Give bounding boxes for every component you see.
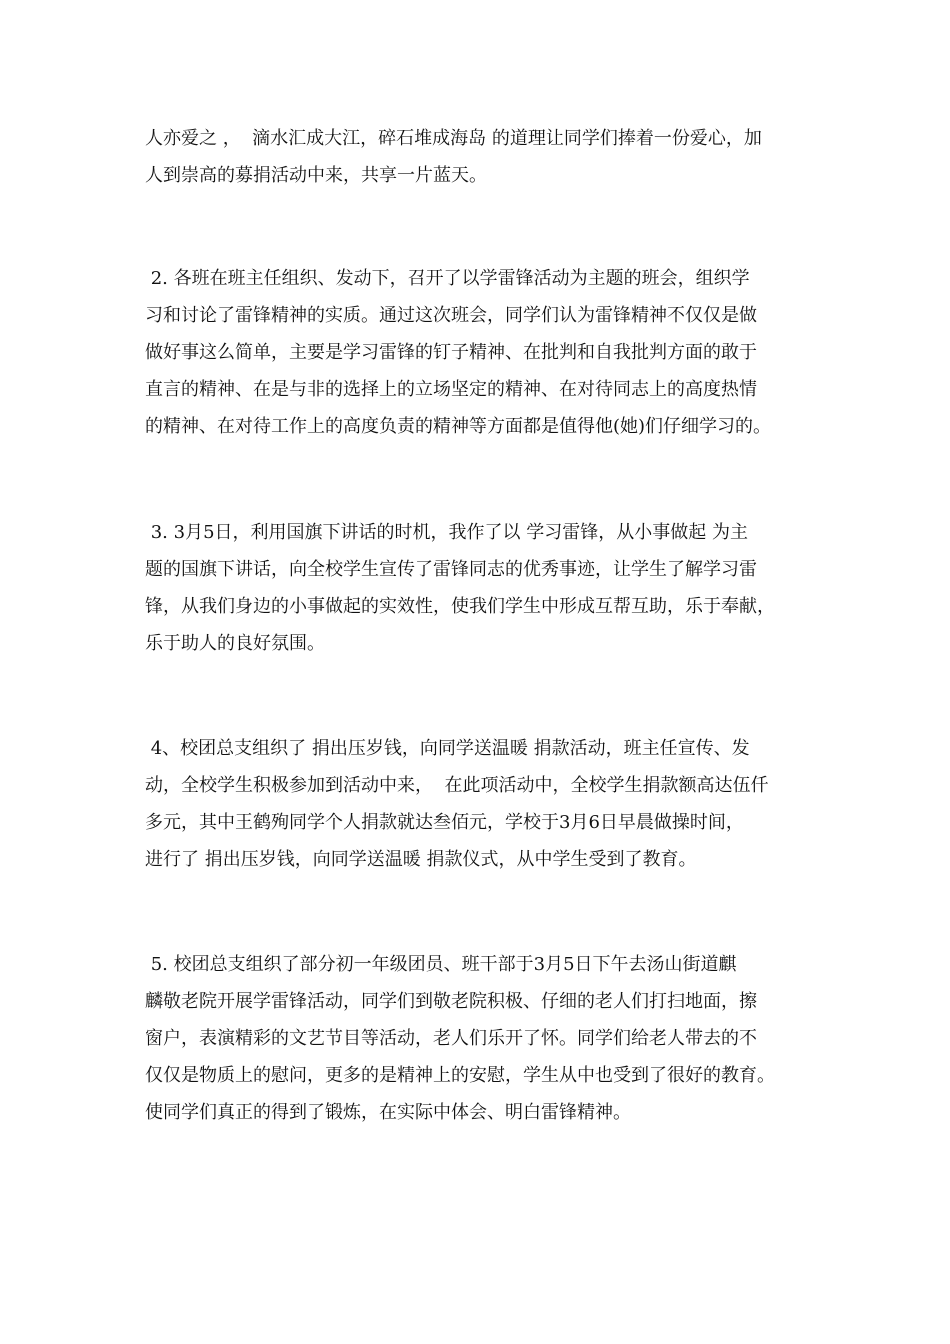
paragraph-line: 4、校团总支组织了 捐出压岁钱，向同学送温暖 捐款活动，班主任宣传、发 [145, 738, 750, 759]
paragraph-line: 仅仅是物质上的慰问，更多的是精神上的安慰，学生从中也受到了很好的教育。 [145, 1065, 775, 1086]
paragraph-line: 2. 各班在班主任组织、发动下，召开了以学雷锋活动为主题的班会，组织学 [145, 268, 750, 289]
paragraph-item-5-nursing-home [145, 946, 810, 1131]
paragraph-item-2-class-meeting [145, 260, 810, 445]
paragraph-line: 动，全校学生积极参加到活动中来， 在此项活动中，全校学生捐款额高达伍仟 [145, 775, 769, 796]
paragraph-line: 使同学们真正的得到了锻炼，在实际中体会、明白雷锋精神。 [145, 1102, 631, 1123]
paragraph-line: 麟敬老院开展学雷锋活动，同学们到敬老院积极、仔细的老人们打扫地面，擦 [145, 991, 757, 1012]
paragraph-fundraising-conclusion [145, 120, 810, 194]
paragraph-line: 题的国旗下讲话，向全校学生宣传了雷锋同志的优秀事迹，让学生了解学习雷 [145, 559, 757, 580]
paragraph-line: 3. 3月5日，利用国旗下讲话的时机，我作了以 学习雷锋，从小事做起 为主 [145, 522, 748, 543]
paragraph-line: 窗户，表演精彩的文艺节目等活动，老人们乐开了怀。同学们给老人带去的不 [145, 1028, 757, 1049]
paragraph-line: 锋，从我们身边的小事做起的实效性，使我们学生中形成互帮互助，乐于奉献， [145, 596, 775, 617]
paragraph-line: 习和讨论了雷锋精神的实质。通过这次班会，同学们认为雷锋精神不仅仅是做 [145, 305, 757, 326]
paragraph-item-4-donation [145, 730, 810, 878]
paragraph-line: 的精神、在对待工作上的高度负责的精神等方面都是值得他(她)们仔细学习的。 [145, 416, 772, 437]
paragraph-line: 人亦爱之 ， 滴水汇成大江，碎石堆成海岛 的道理让同学们捧着一份爱心，加 [145, 128, 762, 149]
paragraph-line: 人到崇高的募捐活动中来，共享一片蓝天。 [145, 165, 487, 186]
paragraph-line: 进行了 捐出压岁钱，向同学送温暖 捐款仪式，从中学生受到了教育。 [145, 849, 697, 870]
paragraph-line: 乐于助人的良好氛围。 [145, 633, 325, 654]
paragraph-line: 直言的精神、在是与非的选择上的立场坚定的精神、在对待同志上的高度热情 [145, 379, 757, 400]
paragraph-line: 做好事这么简单，主要是学习雷锋的钉子精神、在批判和自我批判方面的敢于 [145, 342, 757, 363]
paragraph-item-3-flag-speech [145, 514, 810, 662]
paragraph-line: 多元，其中王鹤殉同学个人捐款就达叁佰元，学校于3月6日早晨做操时间， [145, 812, 744, 833]
paragraph-line: 5. 校团总支组织了部分初一年级团员、班干部于3月5日下午去汤山街道麒 [145, 954, 737, 975]
